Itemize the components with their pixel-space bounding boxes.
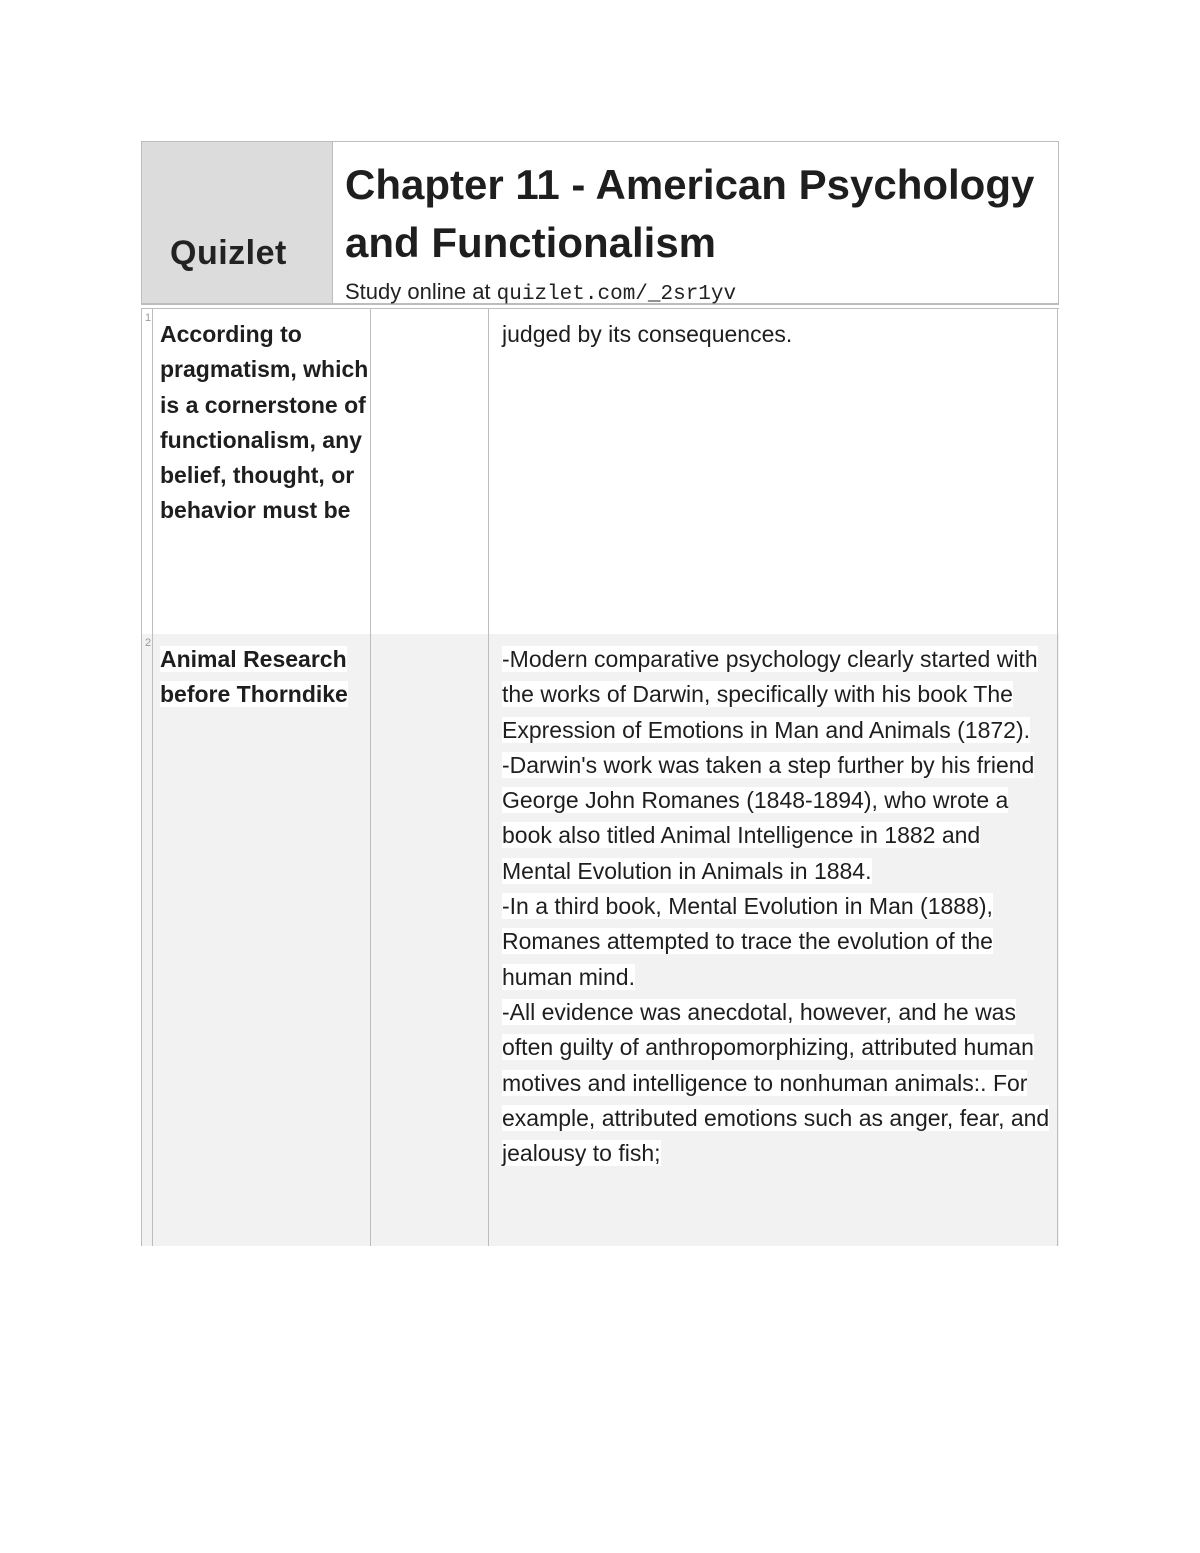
card-term-text: Animal Research before Thorndike [160, 646, 348, 708]
definition-line-text: -All evidence was anecdotal, however, and he was often guilty of anthropomorphizing, attributed human motives and intelligence to nonhuman animals:. For example, attributed emotions such as anger, fear, and jealousy to fish; [502, 998, 1050, 1167]
card-number: 2 [145, 637, 152, 649]
definition-line-text: -Darwin's work was taken a step further by his friend George John Romanes (1848-1894), who wrote a book also titled Animal Intelligence in 1882 and Mental Evolution in Animals in 1884. [502, 751, 1035, 884]
card-term [160, 642, 370, 713]
set-header [141, 141, 1059, 304]
flashcard-sheet [141, 141, 1059, 1246]
definition-line [502, 642, 1052, 748]
column-divider [488, 309, 489, 634]
card-row-1 [141, 309, 1059, 634]
definition-line [502, 889, 1052, 995]
definition-line: judged by its consequences. [502, 321, 793, 347]
column-divider [370, 634, 371, 1246]
card-definition [502, 642, 1052, 1171]
study-online-line [345, 279, 736, 306]
column-divider [488, 634, 489, 1246]
card-row-2 [141, 634, 1059, 1246]
study-url-link[interactable]: quizlet.com/_2sr1yv [496, 283, 737, 306]
definition-line [502, 748, 1052, 889]
card-number: 1 [145, 312, 152, 324]
row-number-cell [141, 309, 153, 634]
quizlet-logo [142, 142, 333, 303]
set-title: Chapter 11 - American Psychology and Functionalism [345, 161, 1035, 266]
card-definition [502, 317, 1052, 352]
definition-line-text: -In a third book, Mental Evolution in Man (1888), Romanes attempted to trace the evolution of the human mind. [502, 893, 993, 990]
definition-line-text: -Modern comparative psychology clearly started with the works of Darwin, specifically with his book The Expression of Emotions in Man and Animals (1872). [502, 646, 1038, 743]
definition-line [502, 995, 1052, 1171]
card-term: According to pragmatism, which is a cornerstone of functionalism, any belief, thought, or behavior must be [160, 321, 369, 524]
brand-name: Quizlet [170, 234, 287, 272]
study-prefix: Study online at [345, 279, 491, 304]
row-number-cell [141, 634, 153, 1246]
column-divider [370, 309, 371, 634]
column-divider [1057, 309, 1058, 634]
column-divider [1057, 634, 1058, 1246]
